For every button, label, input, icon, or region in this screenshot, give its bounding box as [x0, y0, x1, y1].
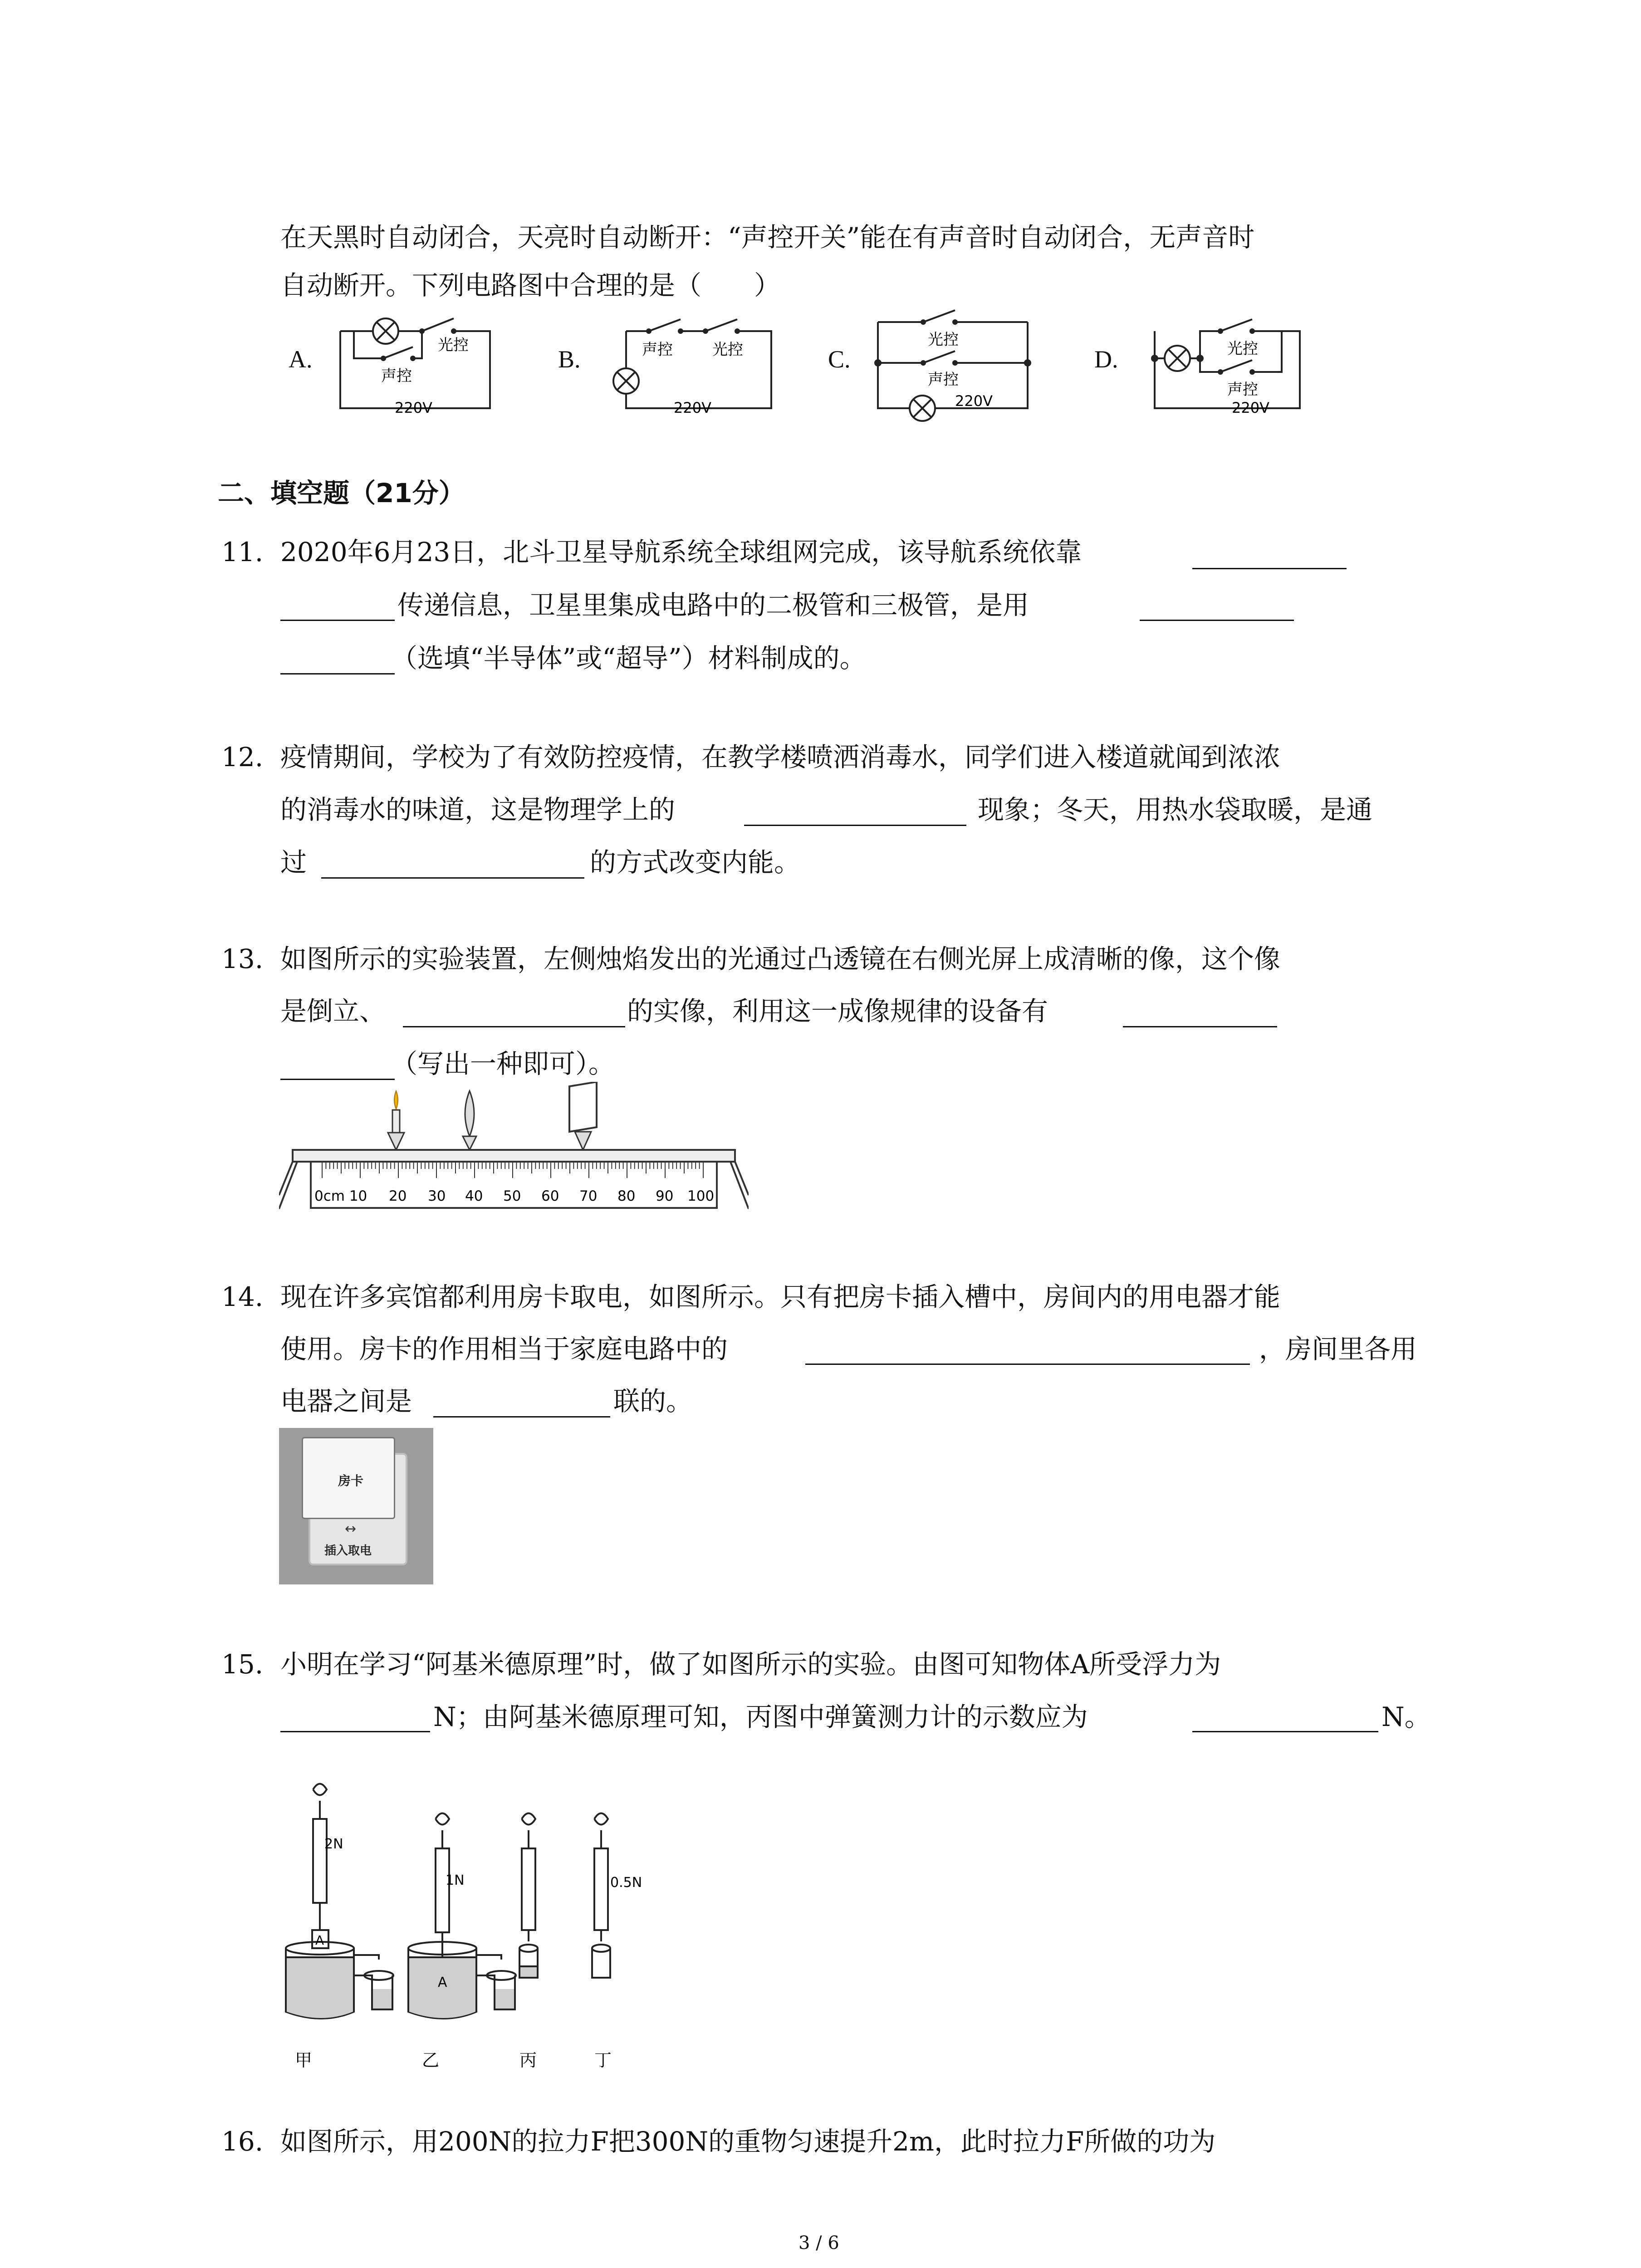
q15-line2b: N。: [1381, 1701, 1431, 1732]
q15-line1: 小明在学习“阿基米德原理”时，做了如图所示的实验。由图可知物体A所受浮力为: [280, 1649, 1221, 1680]
q10-option-a-label: A.: [289, 346, 313, 373]
q12-line1: 疫情期间，学校为了有效防控疫情，在教学楼喷洒消毒水，同学们进入楼道就闻到浓浓: [280, 742, 1281, 772]
page-number: 3 / 6: [798, 2233, 839, 2253]
ruler-tick-label: 30: [428, 1188, 446, 1204]
circuit-diagram-a: [318, 313, 499, 422]
q16-line1: 如图所示，用200N的拉力F把300N的重物匀速提升2m，此时拉力F所做的功为: [280, 2126, 1216, 2157]
screen-icon: [569, 1082, 597, 1150]
voltage-label: 220V: [955, 392, 993, 410]
q10-line1: 在天黑时自动闭合，天亮时自动断开：“声控开关”能在有声音时自动闭合，无声音时: [280, 222, 1255, 253]
answer-blank[interactable]: [403, 1026, 625, 1027]
reading-label: 2N: [324, 1836, 343, 1852]
light-control-label: 光控: [928, 331, 959, 349]
q11-line1: 2020年6月23日，北斗卫星导航系统全球组网完成，该导航系统依靠: [280, 537, 1082, 567]
answer-blank[interactable]: [280, 673, 395, 675]
ruler-tick-label: 90: [656, 1188, 674, 1204]
ruler-tick-label: 20: [389, 1188, 407, 1204]
object-a-label: A: [315, 1933, 324, 1948]
q12-line3a: 过: [280, 847, 307, 878]
answer-blank[interactable]: [433, 1416, 610, 1418]
light-control-label: 光控: [438, 336, 469, 354]
object-a-label: A: [438, 1975, 447, 1990]
figure-caption: 丙: [519, 2050, 537, 2070]
room-card-photo: [279, 1428, 433, 1584]
voltage-label: 220V: [1232, 399, 1269, 416]
answer-blank[interactable]: [1140, 620, 1294, 621]
sound-control-label: 声控: [928, 371, 959, 389]
convex-lens-icon: [463, 1091, 476, 1150]
reading-label: 0.5N: [610, 1875, 642, 1891]
q13-number: 13.: [221, 943, 264, 974]
plug-icon: ↔: [345, 1521, 357, 1537]
figure-caption: 甲: [295, 2050, 313, 2070]
voltage-label: 220V: [395, 399, 432, 416]
q16-number: 16.: [221, 2126, 264, 2157]
q12-line2b: 现象；冬天，用热水袋取暖，是通: [978, 794, 1373, 825]
ruler-tick-label: 0cm 10: [314, 1188, 367, 1204]
optical-bench-figure: [279, 1082, 749, 1222]
q13-line2b: 的实像，利用这一成像规律的设备有: [627, 996, 1048, 1026]
q13-line3: （写出一种即可）。: [391, 1048, 615, 1079]
q11-number: 11.: [221, 537, 264, 567]
q11-line2: 传递信息，卫星里集成电路中的二极管和三极管，是用: [397, 590, 1029, 621]
answer-blank[interactable]: [744, 825, 966, 826]
q11-line3: （选填“半导体”或“超导”）材料制成的。: [391, 643, 866, 674]
q15-number: 15.: [221, 1649, 264, 1680]
q14-number: 14.: [221, 1281, 264, 1312]
sound-control-label: 声控: [642, 341, 673, 359]
q14-line2b: ，房间里各用: [1259, 1334, 1417, 1364]
ruler-tick-label: 40: [465, 1188, 483, 1204]
ruler-tick-label: 100: [687, 1188, 715, 1204]
figure-caption: 丁: [594, 2050, 612, 2070]
ruler-tick-label: 70: [579, 1188, 598, 1204]
ruler-tick-label: 80: [617, 1188, 636, 1204]
sound-control-label: 声控: [381, 367, 412, 385]
q14-line2a: 使用。房卡的作用相当于家庭电路中的: [280, 1334, 728, 1364]
answer-blank[interactable]: [1192, 568, 1347, 569]
q14-line3a: 电器之间是: [280, 1386, 412, 1417]
q10-option-b-label: B.: [558, 346, 581, 373]
voltage-label: 220V: [674, 399, 711, 416]
slot-label: 插入取电: [324, 1544, 372, 1558]
q12-number: 12.: [221, 742, 264, 772]
circuit-diagram-d: [1146, 313, 1309, 422]
q10-option-c-label: C.: [828, 346, 851, 373]
answer-blank[interactable]: [280, 620, 395, 621]
q15-line2a: N；由阿基米德原理可知，丙图中弹簧测力计的示数应为: [433, 1701, 1088, 1732]
card-label: 房卡: [338, 1473, 364, 1488]
ruler-tick-label: 60: [541, 1188, 559, 1204]
answer-blank[interactable]: [805, 1364, 1250, 1365]
reading-label: 1N: [446, 1872, 465, 1888]
section-heading: 二、填空题（21分）: [218, 478, 465, 508]
q14-line3b: 联的。: [613, 1386, 693, 1417]
answer-blank[interactable]: [1192, 1731, 1378, 1732]
q12-line3b: 的方式改变内能。: [590, 847, 801, 878]
q14-line1: 现在许多宾馆都利用房卡取电，如图所示。只有把房卡插入槽中，房间内的用电器才能: [280, 1281, 1281, 1312]
answer-blank[interactable]: [280, 1731, 430, 1732]
light-control-label: 光控: [712, 341, 743, 359]
ruler-tick-label: 50: [503, 1188, 521, 1204]
q12-line2a: 的消毒水的味道，这是物理学上的: [280, 794, 676, 825]
circuit-diagram-b: [590, 313, 780, 422]
q10-line2: 自动断开。下列电路图中合理的是（ ）: [280, 270, 781, 301]
answer-blank[interactable]: [280, 1079, 395, 1080]
sound-control-label: 声控: [1227, 381, 1258, 399]
answer-blank[interactable]: [321, 877, 584, 879]
answer-blank[interactable]: [1123, 1026, 1277, 1027]
candle-icon: [388, 1091, 404, 1150]
light-control-label: 光控: [1227, 340, 1258, 358]
spring-balance-figure: [277, 1776, 740, 2075]
q13-line2a: 是倒立、: [280, 996, 386, 1026]
q10-option-d-label: D.: [1094, 346, 1118, 373]
q13-line1: 如图所示的实验装置，左侧烛焰发出的光通过凸透镜在右侧光屏上成清晰的像，这个像: [280, 943, 1281, 974]
circuit-diagram-c: [864, 304, 1041, 422]
figure-caption: 乙: [422, 2050, 440, 2070]
